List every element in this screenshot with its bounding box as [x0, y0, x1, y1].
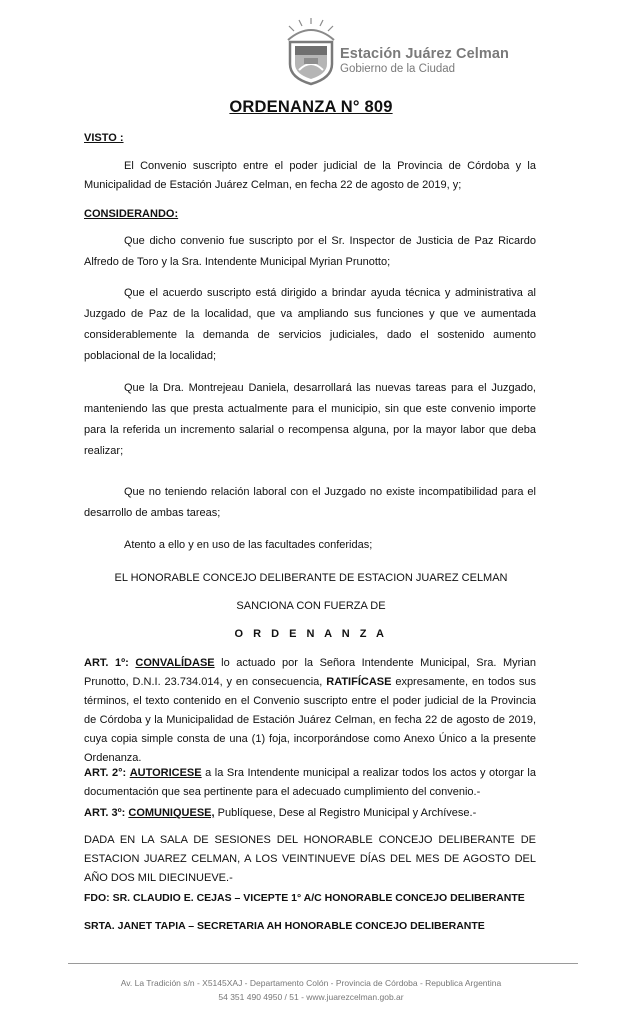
article-3-text: Publíquese, Dese al Registro Municipal y Archívese.-: [214, 807, 477, 819]
article-2-verb: AUTORICESE: [129, 767, 202, 779]
ordinance-title: ORDENANZA N° 809: [229, 98, 393, 116]
footer-divider: [68, 963, 578, 964]
considerando-paragraph: Que la Dra. Montrejeau Daniela, desarrollará las nuevas tareas para el Juzgado, manteniendo las que presta actualmente para el municipio, sin que este convenio importe para la referida un incremento salarial o recompensa alguna, por la mayor labor que deba realizar;: [84, 382, 536, 457]
article-1: [84, 654, 536, 768]
article-2-label: ART. 2°:: [84, 767, 127, 779]
considerando-paragraph: Que el acuerdo suscripto está dirigido a brindar ayuda técnica y administrativa al Juzgado de Paz de la localidad, que va ampliando sus funciones y que ve aumentada considerablemente la demanda de servicios judiciales, dado el sostenido aumento poblacional de la localidad;: [84, 287, 536, 362]
considerando-paragraph: Atento a ello y en uso de las facultades conferidas;: [124, 539, 373, 551]
article-3: [84, 804, 536, 823]
article-3-label: ART. 3º:: [84, 807, 126, 819]
considerando-paragraph: Que no teniendo relación laboral con el Juzgado no existe incompatibilidad para el desarrollo de ambas tareas;: [84, 486, 536, 519]
footer-address: Av. La Tradición s/n - X5145XAJ - Departamento Colón - Provincia de Córdoba - Republica Argentina: [120, 978, 502, 988]
considerando-heading: CONSIDERANDO:: [84, 208, 179, 220]
letterhead: [282, 18, 582, 88]
article-1-text-b: expresamente, en todos sus términos, el texto contenido en el Convenio suscripto entre el poder judicial de la Provincia de Córdoba y la Municipalidad de Estación Juárez Celman, en fecha 22 de agosto de 2019, cuya copia simple consta de una (1) foja, incorporándose como Anexo Único a la presente Ordenanza.: [84, 676, 537, 764]
article-1-verb2: RATIFÍCASE: [326, 676, 392, 688]
article-2-text: a la Sra Intendente municipal a realizar todos los actos y otorgar la documentación que sea pertinente para el adecuado cumplimiento del convenio.-: [84, 767, 536, 798]
institution-name: Estación Juárez Celman: [340, 46, 510, 62]
council-line: EL HONORABLE CONCEJO DELIBERANTE DE ESTACION JUAREZ CELMAN: [114, 572, 508, 584]
dada-paragraph: DADA EN LA SALA DE SESIONES DEL HONORABLE CONCEJO DELIBERANTE DE ESTACION JUAREZ CELMAN, A LOS VEINTINUEVE DÍAS DEL MES DE AGOSTO DEL AÑO DOS MIL DIECINUEVE.-: [84, 834, 536, 884]
considerando-paragraph: Que dicho convenio fue suscripto por el Sr. Inspector de Justicia de Paz Ricardo Alfredo de Toro y la Sra. Intendente Municipal Myrian Prunotto;: [84, 235, 536, 268]
ordenanza-heading: O R D E N A N Z A: [234, 628, 388, 640]
article-1-label: ART. 1º:: [84, 657, 129, 669]
visto-paragraph: El Convenio suscripto entre el poder judicial de la Provincia de Córdoba y la Municipalidad de Estación Juárez Celman, en fecha 22 de agosto de 2019, y;: [84, 160, 536, 191]
municipal-crest-icon: [282, 18, 340, 86]
article-2: [84, 764, 536, 802]
institution-subtitle: Gobierno de la Ciudad: [340, 63, 456, 75]
signature-line: FDO: SR. CLAUDIO E. CEJAS – VICEPTE 1° A/C HONORABLE CONCEJO DELIBERANTE: [84, 892, 525, 904]
visto-heading: VISTO :: [84, 132, 124, 144]
article-3-verb: COMUNIQUESE,: [128, 807, 215, 819]
footer-contact: 54 351 490 4950 / 51 - www.juarezcelman.gob.ar: [218, 992, 404, 1002]
article-1-text: lo actuado por la Señora Intendente Municipal, Sra. Myrian Prunotto, D.N.I. 23.734.014, y en consecuencia,: [84, 657, 536, 688]
sanciona-line: SANCIONA CON FUERZA DE: [236, 600, 386, 612]
article-1-verb: CONVALÍDASE: [135, 657, 215, 669]
signature-line: SRTA. JANET TAPIA – SECRETARIA AH HONORABLE CONCEJO DELIBERANTE: [84, 920, 485, 932]
